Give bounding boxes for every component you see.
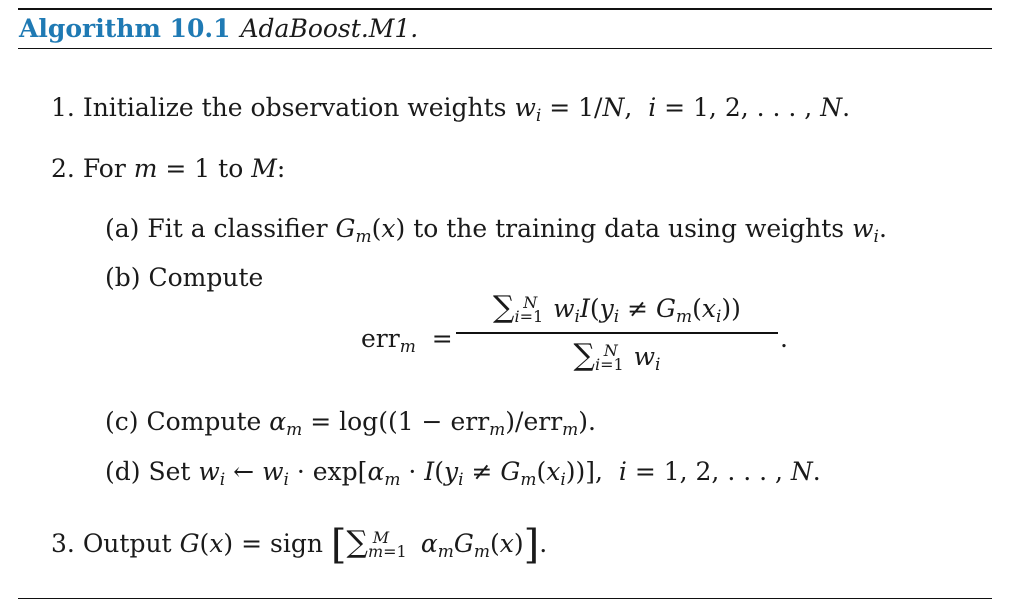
- step-1-text: Initialize the observation weights: [82, 93, 507, 122]
- substep-a: [105, 214, 887, 247]
- step-3-text: Output: [82, 529, 172, 558]
- substep-c: [105, 407, 596, 440]
- err-denominator: $\sum_{i=1}^N$ $w_i$: [573, 338, 661, 375]
- substep-d-text: Set: [148, 457, 191, 486]
- step-3-formula: G(x) = sign [$\sum_{m=1}^M$ $\alpha_mG_m(x)$].: [179, 522, 548, 568]
- step-3-label: 3.: [51, 529, 75, 558]
- substep-d-label: (d): [105, 457, 141, 486]
- substep-a-text-1: Fit a classifier: [147, 214, 328, 243]
- err-numerator: $\sum_{i=1}^N$ $w_iI(y_i \ne G_m(x_i))$: [493, 290, 741, 327]
- step-2-for: For: [82, 154, 126, 183]
- err-period: .: [780, 324, 788, 353]
- top-rule: [18, 8, 992, 10]
- algorithm-number: Algorithm 10.1: [19, 14, 231, 43]
- algorithm-header: [19, 14, 418, 43]
- step-1-label: 1.: [51, 93, 75, 122]
- substep-c-label: (c): [105, 407, 139, 436]
- substep-a-text-2: to the training data using weights: [413, 214, 845, 243]
- substep-d-formula: $w_i$ ← $w_i \cdot \exp[\alpha_m \cdot I(y_i \ne G_m(x_i))]$, i = 1, 2, . . . , N.: [198, 457, 821, 490]
- header-rule: [18, 48, 992, 49]
- substep-c-formula: $\alpha_m = \log((1 - err_m)/err_m)$.: [269, 407, 596, 440]
- algorithm-name: AdaBoost.M1.: [240, 14, 419, 43]
- step-2-label: 2.: [51, 154, 75, 183]
- substep-a-classifier: $G_m(x)$: [335, 214, 406, 247]
- substep-c-text: Compute: [146, 407, 262, 436]
- fraction-bar: [456, 332, 778, 334]
- err-fraction: [456, 290, 778, 373]
- step-1: [51, 93, 851, 126]
- substep-b-text: Compute: [148, 263, 264, 292]
- substep-b: [105, 263, 263, 292]
- bottom-rule: [18, 598, 992, 599]
- step-1-formula: $w_i = 1/N$, i = 1, 2, . . . , N.: [514, 93, 851, 126]
- substep-b-label: (b): [105, 263, 141, 292]
- step-2-range: m = 1 to M:: [133, 154, 286, 183]
- err-lhs: err$_m$ =: [361, 324, 453, 357]
- substep-a-label: (a): [105, 214, 140, 243]
- substep-d: [105, 457, 821, 490]
- step-3: [51, 522, 547, 568]
- step-2: [51, 154, 285, 183]
- substep-a-weights: $w_i$.: [852, 214, 887, 247]
